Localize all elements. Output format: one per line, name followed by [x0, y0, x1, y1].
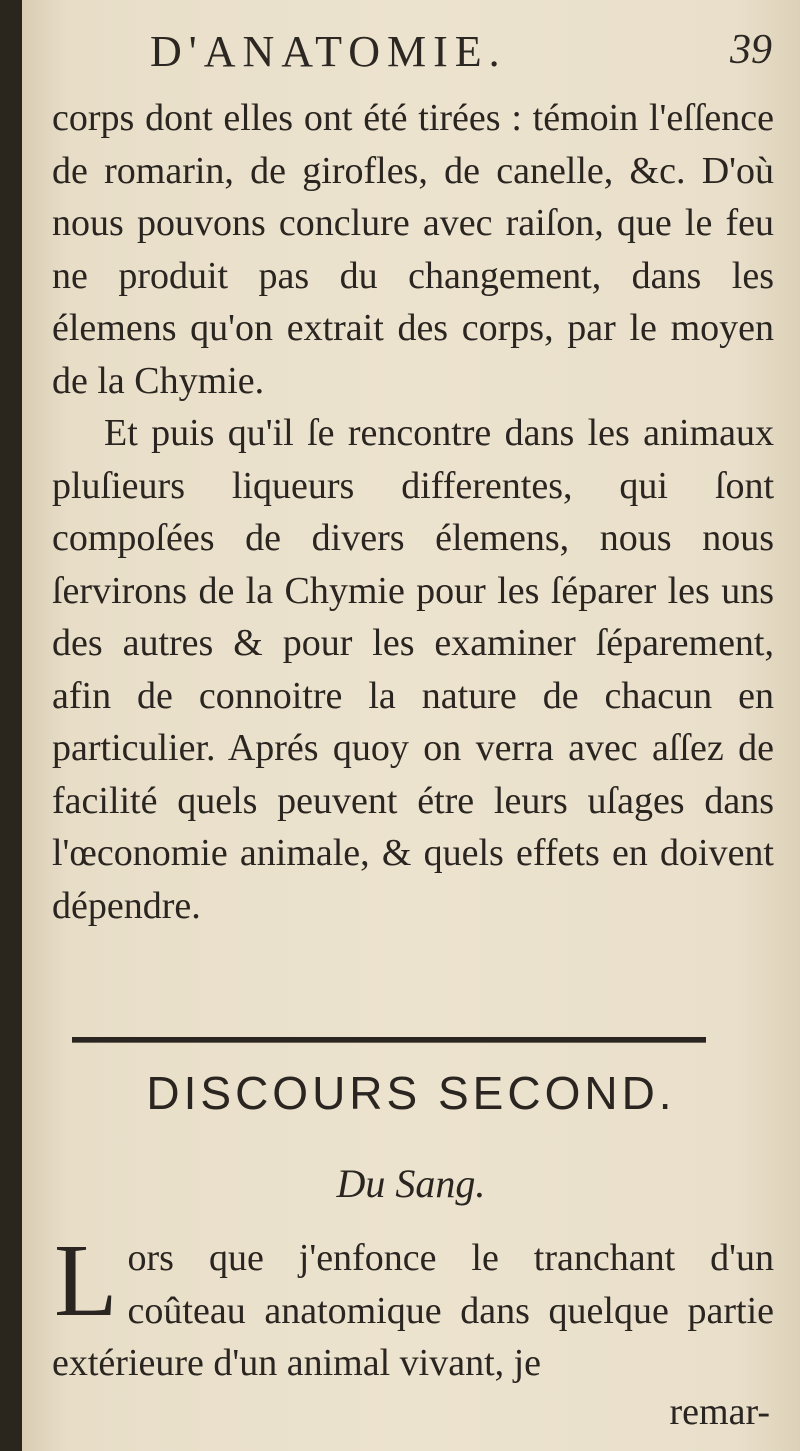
- running-head-title: D'ANATOMIE.: [150, 27, 507, 76]
- drop-cap: L: [54, 1223, 118, 1338]
- paragraph: Et puis qu'il ſe rencontre dans les animaux pluſieurs liqueurs differentes, qui ſont compoſées de divers élemens, nous nous ſervirons de la Chymie pour les ſéparer les uns des autres & pour les examiner ſéparement, afin de connoitre la nature de chacun en particulier. Aprés quoy on verra avec aſſez de facilité quels peuvent étre leurs uſages dans l'œconomie animale, & quels effets en doivent dépendre.: [52, 412, 774, 927]
- paragraph-continued: corps dont elles ont été tirées : témoin l'eſſence de romarin, de girofles, de canelle, &c. D'où nous pouvons conclure avec raiſon, que le feu ne produit pas du changement, dans les élemens qu'on extrait des corps, par le moyen de la Chymie.: [52, 97, 774, 402]
- page-number: 39: [730, 27, 772, 73]
- opening-paragraph: [52, 1223, 774, 1390]
- section-divider-rule: [72, 1037, 706, 1043]
- opening-text: ors que j'enfonce le tranchant d'un coûteau anatomique dans quelque partie extérieure d'un animal vivant, je: [52, 1237, 774, 1384]
- body-text: [52, 92, 774, 932]
- catchword: remar-: [669, 1391, 770, 1433]
- book-page: [22, 0, 800, 1451]
- running-head: [22, 26, 800, 86]
- section-subheading: Du Sang.: [336, 1161, 486, 1206]
- section-heading: DISCOURS SECOND.: [146, 1067, 676, 1119]
